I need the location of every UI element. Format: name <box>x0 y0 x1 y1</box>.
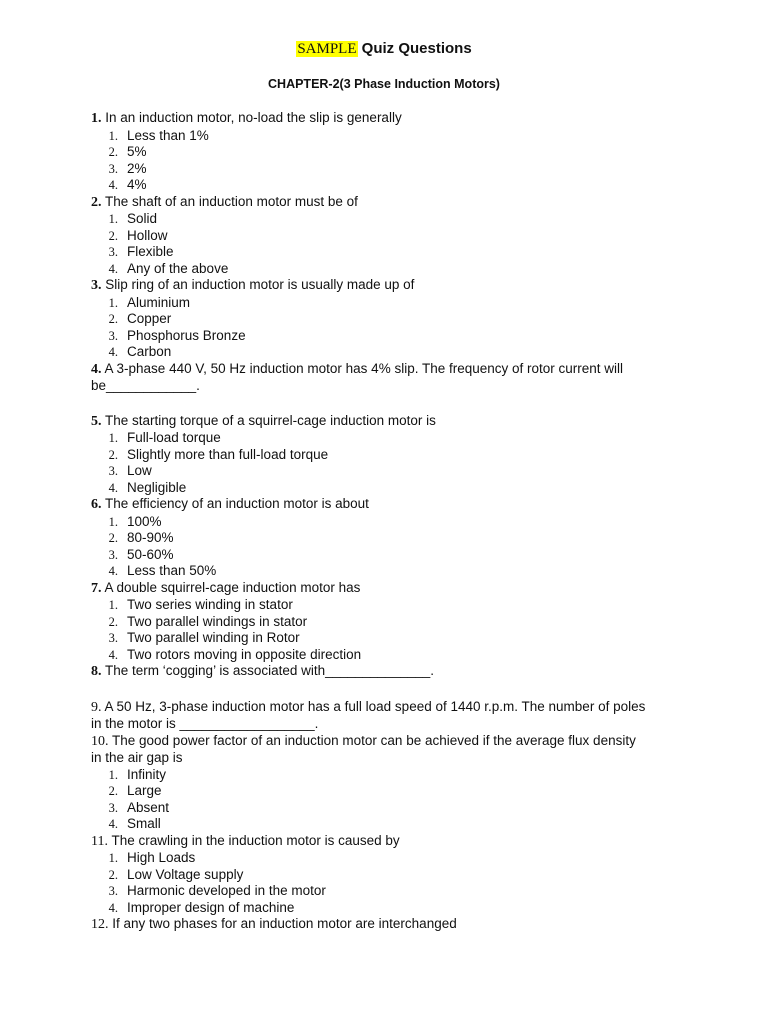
option-item <box>91 344 691 361</box>
option-text: Copper <box>127 311 172 326</box>
question-number: 9. <box>91 699 102 715</box>
question-text <box>91 378 691 395</box>
option-item <box>91 480 691 497</box>
option-number: 4. <box>108 480 118 495</box>
question-number: 10. <box>91 733 109 749</box>
option-number: 2. <box>108 867 118 882</box>
question-text <box>91 580 691 598</box>
option-item <box>91 128 691 145</box>
option-number: 4. <box>108 178 118 192</box>
option-number: 4. <box>108 261 118 276</box>
question-number: 5. <box>91 413 102 429</box>
question-line: in the air gap is <box>91 750 183 765</box>
question-6 <box>91 496 691 580</box>
option-text: Low Voltage supply <box>127 866 244 882</box>
option-item <box>91 211 691 228</box>
option-item <box>91 447 691 464</box>
question-7 <box>91 580 691 664</box>
question-number: 3. <box>91 278 102 293</box>
question-11 <box>91 833 691 917</box>
option-text: Large <box>127 783 162 798</box>
option-number: 4. <box>108 900 118 915</box>
option-item <box>91 295 691 312</box>
question-1 <box>91 110 691 194</box>
option-number: 1. <box>108 431 118 445</box>
option-text: Absent <box>127 799 170 815</box>
option-number: 3. <box>108 884 118 898</box>
question-10 <box>91 733 691 833</box>
option-text: Full-load torque <box>127 430 221 445</box>
title-text: Quiz Questions <box>361 40 472 57</box>
option-number: 3. <box>108 245 118 259</box>
option-text: Any of the above <box>127 260 229 276</box>
option-number: 2. <box>108 447 118 462</box>
question-4 <box>91 361 691 395</box>
option-item <box>91 816 691 833</box>
question-line: be____________. <box>91 378 200 393</box>
question-line: in the motor is __________________. <box>91 716 319 731</box>
option-text: Two series winding in stator <box>127 597 293 612</box>
option-item <box>91 783 691 800</box>
option-list <box>91 767 691 833</box>
question-text <box>91 413 691 431</box>
question-number: 12. <box>91 917 109 932</box>
question-8 <box>91 663 691 681</box>
option-text: 5% <box>127 144 147 159</box>
option-list <box>91 295 691 361</box>
option-item <box>91 228 691 245</box>
question-list <box>91 110 691 934</box>
question-text <box>91 361 691 379</box>
option-item <box>91 514 691 531</box>
option-item <box>91 261 691 278</box>
question-5 <box>91 413 691 497</box>
option-item <box>91 311 691 328</box>
option-text: 50-60% <box>127 546 174 562</box>
option-number: 1. <box>108 128 118 143</box>
option-text: 100% <box>127 513 162 529</box>
question-line: The term ‘cogging’ is associated with______________. <box>105 663 434 678</box>
option-number: 3. <box>108 631 118 645</box>
question-text <box>91 916 691 934</box>
option-number: 3. <box>108 547 118 562</box>
question-12 <box>91 916 691 934</box>
option-number: 3. <box>108 800 118 815</box>
question-line: The crawling in the induction motor is caused by <box>111 832 400 848</box>
question-number: 4. <box>91 361 102 377</box>
option-item <box>91 144 691 161</box>
option-number: 1. <box>108 767 118 782</box>
option-number: 1. <box>108 598 118 612</box>
option-text: Infinity <box>127 766 167 782</box>
question-text <box>91 699 691 717</box>
option-number: 1. <box>108 514 118 529</box>
question-text <box>91 496 691 514</box>
option-item <box>91 328 691 345</box>
question-line: A 3-phase 440 V, 50 Hz induction motor has 4% slip. The frequency of rotor current will <box>104 360 624 376</box>
option-number: 4. <box>108 345 118 359</box>
option-text: Two parallel winding in Rotor <box>127 630 300 645</box>
question-number: 7. <box>91 580 102 596</box>
question-text <box>91 750 691 767</box>
question-line: A double squirrel-cage induction motor has <box>104 579 361 595</box>
option-number: 1. <box>108 851 118 865</box>
option-number: 1. <box>108 212 118 226</box>
option-text: Phosphorus Bronze <box>127 327 246 343</box>
option-item <box>91 614 691 631</box>
question-number: 2. <box>91 194 102 210</box>
option-text: Two rotors moving in opposite direction <box>127 646 362 662</box>
question-9 <box>91 699 691 733</box>
option-number: 2. <box>108 784 118 798</box>
option-item <box>91 630 691 647</box>
option-text: 4% <box>127 177 147 192</box>
option-item <box>91 244 691 261</box>
option-item <box>91 883 691 900</box>
option-number: 2. <box>108 312 118 326</box>
option-item <box>91 430 691 447</box>
option-number: 4. <box>108 817 118 831</box>
option-list <box>91 211 691 277</box>
option-item <box>91 900 691 917</box>
option-number: 2. <box>108 531 118 545</box>
question-line: In an induction motor, no-load the slip is generally <box>105 110 402 125</box>
option-text: Aluminium <box>127 294 191 310</box>
question-line: The good power factor of an induction motor can be achieved if the average flux density <box>112 732 636 748</box>
option-item <box>91 563 691 580</box>
option-item <box>91 530 691 547</box>
question-text <box>91 663 691 681</box>
option-text: Solid <box>127 211 158 226</box>
question-line: The shaft of an induction motor must be of <box>105 193 358 209</box>
option-item <box>91 597 691 614</box>
option-item <box>91 647 691 664</box>
question-line: The starting torque of a squirrel-cage induction motor is <box>105 412 436 428</box>
option-number: 4. <box>108 647 118 662</box>
question-line: Slip ring of an induction motor is usually made up of <box>105 277 415 292</box>
option-text: 2% <box>127 160 147 176</box>
question-line: The efficiency of an induction motor is about <box>105 496 369 511</box>
question-2 <box>91 194 691 278</box>
question-text <box>91 733 691 751</box>
question-text <box>91 833 691 851</box>
question-3 <box>91 277 691 361</box>
option-text: Improper design of machine <box>127 899 295 915</box>
option-text: Less than 1% <box>127 127 209 143</box>
blank-line <box>91 681 691 699</box>
option-item <box>91 767 691 784</box>
question-text <box>91 716 691 733</box>
option-list <box>91 850 691 916</box>
question-line: A 50 Hz, 3-phase induction motor has a full load speed of 1440 r.p.m. The number of poles <box>104 698 646 714</box>
option-item <box>91 161 691 178</box>
option-number: 2. <box>108 614 118 629</box>
option-text: Negligible <box>127 479 187 495</box>
option-number: 2. <box>108 145 118 159</box>
question-number: 11. <box>91 833 108 849</box>
option-text: Less than 50% <box>127 563 217 578</box>
option-item <box>91 800 691 817</box>
chapter-heading: CHAPTER-2(3 Phase Induction Motors) <box>268 77 500 91</box>
option-number: 3. <box>108 464 118 478</box>
option-text: High Loads <box>127 850 196 865</box>
question-number: 1. <box>91 111 102 126</box>
option-text: Small <box>127 816 161 831</box>
option-item <box>91 850 691 867</box>
option-list <box>91 430 691 496</box>
option-text: Flexible <box>127 244 174 259</box>
option-list <box>91 514 691 580</box>
question-number: 6. <box>91 497 102 512</box>
document-title <box>0 40 768 58</box>
option-number: 1. <box>108 295 118 310</box>
option-text: 80-90% <box>127 530 174 545</box>
option-item <box>91 867 691 884</box>
option-item <box>91 177 691 194</box>
option-item <box>91 463 691 480</box>
option-list <box>91 128 691 194</box>
option-text: Two parallel windings in stator <box>127 613 308 629</box>
question-line: If any two phases for an induction motor are interchanged <box>112 916 457 931</box>
question-text <box>91 277 691 295</box>
blank-line <box>91 395 691 413</box>
option-number: 3. <box>108 328 118 343</box>
option-text: Harmonic developed in the motor <box>127 883 326 898</box>
title-highlight: SAMPLE <box>297 41 357 57</box>
option-text: Hollow <box>127 227 168 243</box>
question-number: 8. <box>91 664 102 679</box>
question-text <box>91 110 691 128</box>
option-item <box>91 547 691 564</box>
option-list <box>91 597 691 663</box>
option-text: Slightly more than full-load torque <box>127 446 329 462</box>
option-number: 2. <box>108 228 118 243</box>
option-text: Low <box>127 463 152 478</box>
option-number: 3. <box>108 161 118 176</box>
option-text: Carbon <box>127 344 172 359</box>
question-text <box>91 194 691 212</box>
option-number: 4. <box>108 564 118 578</box>
